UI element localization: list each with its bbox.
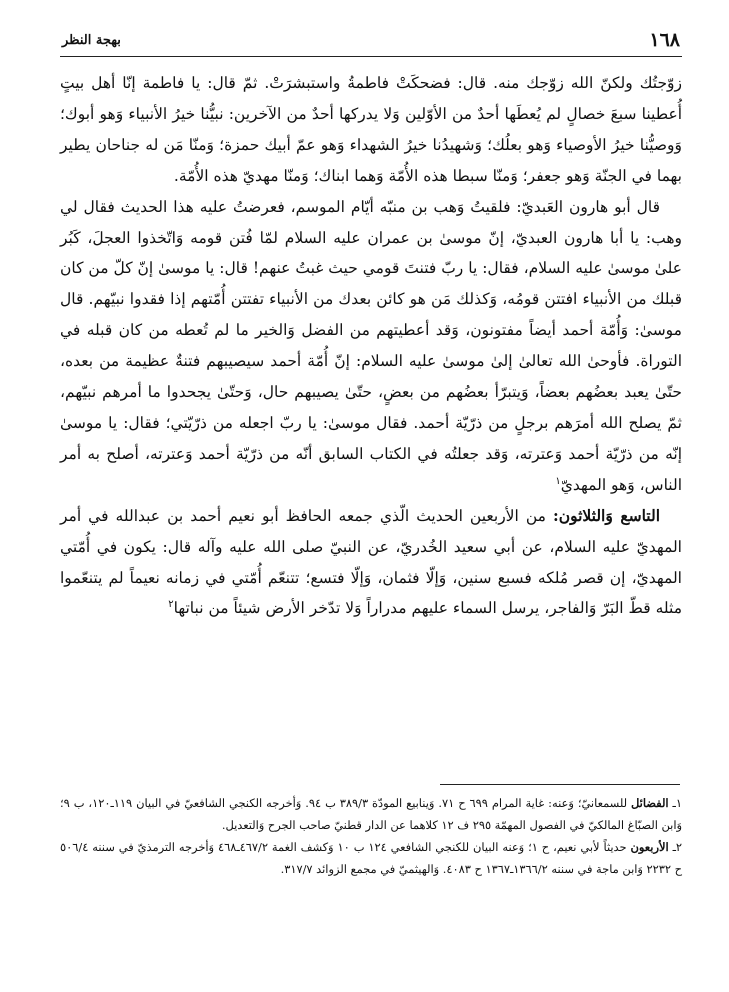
footnote-1 (60, 792, 682, 836)
header-divider (60, 56, 682, 57)
footnotes (60, 792, 682, 880)
footnote-2 (60, 836, 682, 880)
running-title: بهجة النظر (62, 33, 121, 48)
paragraph-1-text: زوّجتُك ولكنّ الله زوّجك منه. قال: فضحكَتْ فاطمةُ واستبشرَتْ. ثمّ قال: يا فاطمة إنّا أهل بيتٍ أُعطينا سبعَ خصالٍ لم يُعطَها أحدٌ من الأوّلين وَلا يدركها أحدٌ من الآخرين: نبيُّنا خيرُ الأنبياء وَهو أبوك؛ وَوصيُّنا خيرُ الأوصياء وَهو بعلُك؛ وَشهيدُنا خيرُ الشهداء وَهو عمّ أبيك حمزة؛ وَمنّا مَن له جناحان يطير بهما في الجنّة وَهو جعفر؛ وَمنّا سبطا هذه الأُمّة وَهما ابناك؛ وَمنّا مهديّ هذه الأُمّة. (60, 74, 682, 185)
paragraph-2-text: قال أبو هارون العَبديّ: فلقيتُ وَهب بن منبّه أيّام الموسم، فعرضتُ عليه هذا الحديث فقال لي وهب: يا أبا هارون العبديّ، إنّ موسىٰ بن عمران عليه السلام لمّا فُتن قومه وَاتّخذوا العجلَ، كَبُر علىٰ موسىٰ عليه السلام، فقال: يا ربّ فتنتَ قومي حيث غبتُ عنهم! قال: يا موسىٰ إنّ كلّ من كان قبلك من الأنبياء افتتن قومُه، وَكذلك مَن هو كائن بعدك من الأنبياء تفتتن أُمّتهم إذا فقدوا نبيّهم. قال موسىٰ: وَأُمّة أحمد أيضاً مفتونون، وَقد أعطيتهم من الفضل وَالخير ما لم تُعطه من كان قبله في التوراة. فأوحىٰ الله تعالىٰ إلىٰ موسىٰ عليه السلام: إنّ أُمّة أحمد سيصيبهم فتنةٌ عظيمة من بعده، حتّىٰ يعبد بعضُهم بعضاً، وَيتبرّأ بعضُهم من بعضٍ، حتّىٰ يصيبهم حال، وَحتّىٰ يجحدوا ما أمرهم نبيّهم، ثمّ يصلح الله أمرَهم برجلٍ من ذرّيّة أحمد. فقال موسىٰ: يا ربّ اجعله من ذرّيّتي؛ فقال: يا موسىٰ إنّه من ذرّيّة أحمد وَعترته، وَقد جعلتُه في الكتاب السابق أنّه من ذرّيّة أحمد وَعترته، أصلح به أمر الناس، وَهو المهديّ (60, 197, 682, 494)
running-header (60, 28, 682, 54)
paragraph-3-text: من الأربعين الحديث الّذي جمعه الحافظ أبو نعيم أحمد بن عبدالله في أمر المهديّ عليه السلام، عن أبي سعيد الخُدريّ، عن النبيّ صلى الله عليه وآله قال: يكون في أُمّتي المهديّ، إن قصر مُلكه فسبع سنين، وَإلّا فثمان، وَإلّا فتسع؛ تتنعّم أُمّتي في زمانه نعيماً لم يتنعّموا مثله قطّ البَرّ وَالفاجر، يرسل السماء عليهم مدراراً وَلا تدّخر الأرض شيئاً من نباتها (60, 506, 682, 618)
paragraph-3 (60, 501, 682, 625)
footnote-ref-1[interactable]: ١ (555, 475, 561, 487)
footnote-2-source: الأربعون (630, 840, 669, 854)
footnote-2-text: حديثاً لأبي نعيم، ح ١؛ وَعنه البيان للكنجي الشافعي ١٢٤ ب ١٠ وَكشف الغمة ٤٦٧/٢ـ٤٦٨ وَأخرجه الترمذيّ في سننه ٥٠٦/٤ ح ٢٢٣٢ وَابن ماجة في سننه ١٣٦٦/٢ـ١٣٦٧ ح ٤٠٨٣. وَالهيثميّ في مجمع الزوائد ٣١٧/٧. (60, 840, 682, 876)
footnote-ref-2[interactable]: ٢ (168, 599, 174, 611)
footnote-divider (440, 784, 680, 785)
paragraph-2 (60, 192, 682, 501)
paragraph-3-lead: التاسع وَالثلاثون: (552, 505, 661, 525)
page-number: ١٦٨ (649, 29, 680, 51)
footnote-2-number: ٢ـ (672, 840, 683, 854)
footnote-1-text: للسمعانيّ؛ وَعنه: غاية المرام ٦٩٩ ح ٧١. وَينابيع المودّة ٣٨٩/٣ ب ٩٤. وَأخرجه الكنجي الشافعيّ في البيان ١١٩ـ١٢٠، ب ٩؛ وَابن الصبّاغ المالكيّ في الفصول المهمّة ٢٩٥ ف ١٢ كلاهما عن الدار قطنيّ صاحب الجرح وَالتعديل. (60, 796, 682, 832)
paragraph-1 (60, 68, 682, 192)
main-text (60, 68, 682, 624)
footnote-1-source: الفضائل (631, 796, 669, 810)
footnote-1-number: ١ـ (672, 796, 683, 810)
